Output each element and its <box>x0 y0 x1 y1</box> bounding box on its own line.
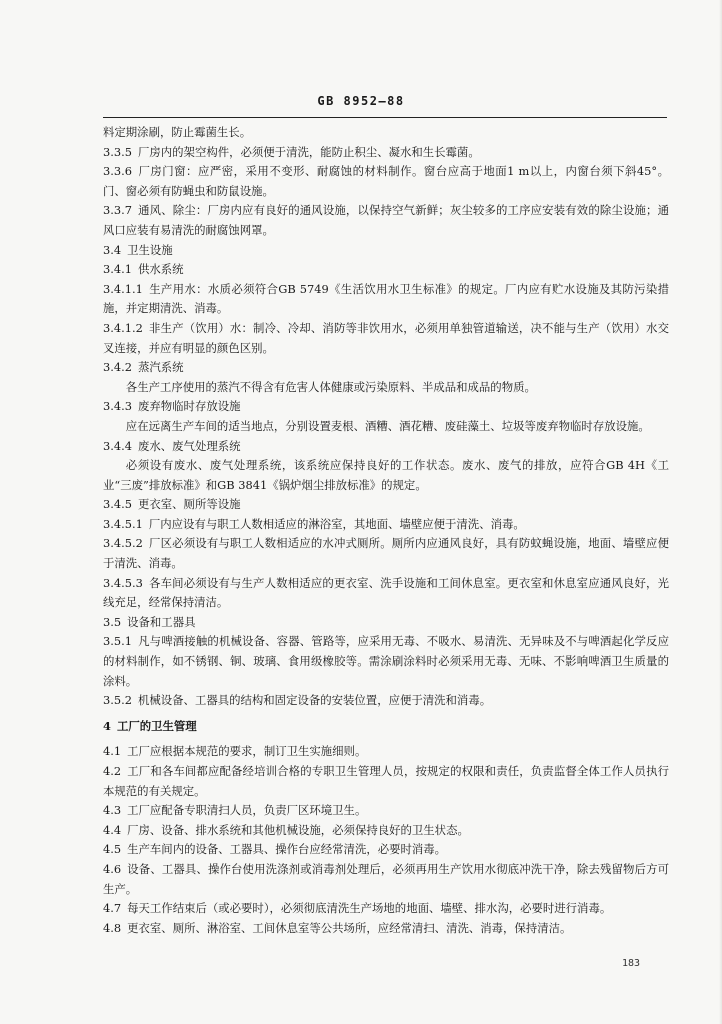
clause-text: 设备、工器具、操作台使用洗涤剂或消毒剂处理后，必须再用生产饮用水彻底冲洗干净，除去残留物后方可生产。 <box>103 861 669 896</box>
clause-text: 更衣室、厕所、淋浴室、工间休息室等公共场所，应经常清扫、清洗、消毒，保持清洁。 <box>127 920 572 935</box>
clause-text: 非生产（饮用）水：制冷、冷却、消防等非饮用水，必须用单独管道输送，决不能与生产（饮用）水交叉连接，并应有明显的颜色区别。 <box>103 320 669 355</box>
clause-text: 蒸汽系统 <box>137 360 184 375</box>
clause-text: 每天工作结束后（或必要时），必须彻底清洗生产场地的地面、墙壁、排水沟，必要时进行消毒。 <box>127 901 612 916</box>
continued-paragraph <box>103 123 669 143</box>
clause-number: 3.4.1 <box>103 262 132 277</box>
page-number: 183 <box>622 958 641 969</box>
clause-number: 3.4.5.3 <box>103 575 143 590</box>
clause-text: 供水系统 <box>137 262 184 277</box>
section-heading <box>103 717 669 737</box>
numbered-clause <box>103 162 669 201</box>
clause-number: 4.3 <box>103 803 122 818</box>
clause-text: 工厂和各车间都应配备经培训合格的专职卫生管理人员，按规定的权限和责任，负责监督全体工作人员执行本规范的有关规定。 <box>103 764 669 798</box>
clause-number: 3.3.7 <box>103 203 132 218</box>
clause-text: 厂内应设有与职工人数相适应的淋浴室，其地面、墙壁应便于清洗、消毒。 <box>148 516 525 531</box>
clause-text: 卫生设施 <box>127 242 173 257</box>
numbered-clause <box>103 632 669 691</box>
clause-number: 3.4.4 <box>103 438 132 453</box>
numbered-clause <box>103 613 669 633</box>
numbered-clause <box>103 762 669 801</box>
clause-number: 3.4.5 <box>103 497 132 512</box>
clause-number: 4.6 <box>103 861 122 876</box>
clause-number: 3.4.5.1 <box>103 516 143 531</box>
numbered-clause <box>103 495 669 515</box>
standard-code-header: GB 8952—88 <box>317 94 405 108</box>
clause-text: 废弃物临时存放设施 <box>137 399 241 414</box>
clause-text: 生产用水：水质必须符合GB 5749《生活饮用水卫生标准》的规定。厂内应有贮水设施及其防污染措施，并定期清洗、消毒。 <box>103 281 669 316</box>
numbered-clause <box>103 821 669 841</box>
numbered-clause <box>103 201 669 240</box>
clause-number: 4.8 <box>103 920 122 935</box>
numbered-clause <box>103 899 669 919</box>
paragraph <box>103 378 669 398</box>
clause-number: 4.1 <box>103 744 122 759</box>
numbered-clause <box>103 280 669 319</box>
clause-text: 厂房、设备、排水系统和其他机械设施，必须保持良好的卫生状态。 <box>127 822 469 837</box>
clause-number: 4.7 <box>103 901 122 916</box>
clause-text: 厂区必须设有与职工人数相适应的水冲式厕所。厕所内应通风良好，具有防蚊蝇设施，地面、墙壁应便于清洗、消毒。 <box>103 536 669 571</box>
numbered-clause <box>103 397 669 417</box>
clause-number: 3.4.2 <box>103 360 132 375</box>
clause-number: 3.5.1 <box>103 634 132 649</box>
clause-text: 废水、废气处理系统 <box>137 438 241 453</box>
clause-number: 3.5 <box>103 614 122 629</box>
numbered-clause <box>103 534 669 573</box>
clause-number: 4 <box>103 718 111 733</box>
numbered-clause <box>103 241 669 261</box>
numbered-clause <box>103 358 669 378</box>
clause-text: 设备和工器具 <box>127 614 196 629</box>
clause-number: 3.4.5.2 <box>103 536 143 551</box>
clause-text: 工厂的卫生管理 <box>116 718 197 733</box>
clause-text: 更衣室、厕所等设施 <box>137 497 241 512</box>
numbered-clause <box>103 742 669 762</box>
numbered-clause <box>103 801 669 821</box>
clause-number: 3.5.2 <box>103 693 132 708</box>
numbered-clause <box>103 691 669 711</box>
numbered-clause <box>103 860 669 899</box>
clause-text: 各生产工序使用的蒸汽不得含有危害人体健康或污染原料、半成品和成品的物质。 <box>125 379 536 394</box>
clause-text: 必须设有废水、废气处理系统，该系统应保持良好的工作状态。废水、废气的排放，应符合GB 4H《工业“三废”排放标准》和GB 3841《锅炉烟尘排放标准》的规定。 <box>103 458 669 492</box>
clause-number: 3.3.5 <box>103 144 132 159</box>
clause-text: 料定期涂刷，防止霉菌生长。 <box>103 125 252 139</box>
numbered-clause <box>103 515 669 535</box>
numbered-clause <box>103 143 669 163</box>
clause-text: 通风、除尘：厂房内应有良好的通风设施，以保持空气新鲜；灰尘较多的工序应安装有效的除尘设施；通风口应装有易清洗的耐腐蚀网罩。 <box>103 203 669 237</box>
clause-number: 3.4 <box>103 242 122 257</box>
numbered-clause <box>103 919 669 939</box>
clause-number: 4.2 <box>103 764 122 778</box>
numbered-clause <box>103 437 669 457</box>
header-rule <box>103 117 667 118</box>
clause-text: 工厂应配备专职清扫人员，负责厂区环境卫生。 <box>127 803 367 818</box>
clause-number: 3.3.6 <box>103 164 132 179</box>
clause-number: 3.4.3 <box>103 399 132 414</box>
numbered-clause <box>103 840 669 860</box>
clause-text: 工厂应根据本规范的要求，制订卫生实施细则。 <box>127 744 367 759</box>
numbered-clause <box>103 574 669 613</box>
clause-text: 生产车间内的设备、工器具、操作台应经常清洗，必要时消毒。 <box>127 842 447 857</box>
paragraph <box>103 417 669 437</box>
clause-text: 应在远离生产车间的适当地点，分别设置麦根、酒糟、酒花糟、废硅藻土、垃圾等废弃物临时存放设施。 <box>125 418 650 433</box>
clause-number: 3.4.1.2 <box>103 320 143 335</box>
clause-text: 凡与啤酒接触的机械设备、容器、管路等，应采用无毒、不吸水、易清洗、无异味及不与啤酒起化学反应的材料制作，如不锈钢、铜、玻璃、食用级橡胶等。需涂刷涂料时必须采用无毒、无味、不影响啤酒卫生质量的涂料。 <box>103 634 669 688</box>
numbered-clause <box>103 319 669 358</box>
clause-text: 机械设备、工器具的结构和固定设备的安装位置，应便于清洗和消毒。 <box>137 693 492 708</box>
clause-number: 4.4 <box>103 822 122 837</box>
clause-number: 4.5 <box>103 842 122 857</box>
clause-number: 3.4.1.1 <box>103 281 143 296</box>
numbered-clause <box>103 260 669 280</box>
clause-text: 各车间必须设有与生产人数相适应的更衣室、洗手设施和工间休息室。更衣室和休息室应通风良好，光线充足，经常保持清洁。 <box>103 575 669 610</box>
document-body <box>103 123 669 938</box>
clause-text: 厂房内的架空构件，必须便于清洗，能防止积尘、凝水和生长霉菌。 <box>137 144 480 159</box>
clause-text: 厂房门窗：应严密，采用不变形、耐腐蚀的材料制作。窗台应高于地面1 m以上，内窗台须下斜45°。门、窗必须有防蝇虫和防鼠设施。 <box>103 164 669 198</box>
paragraph <box>103 456 669 495</box>
